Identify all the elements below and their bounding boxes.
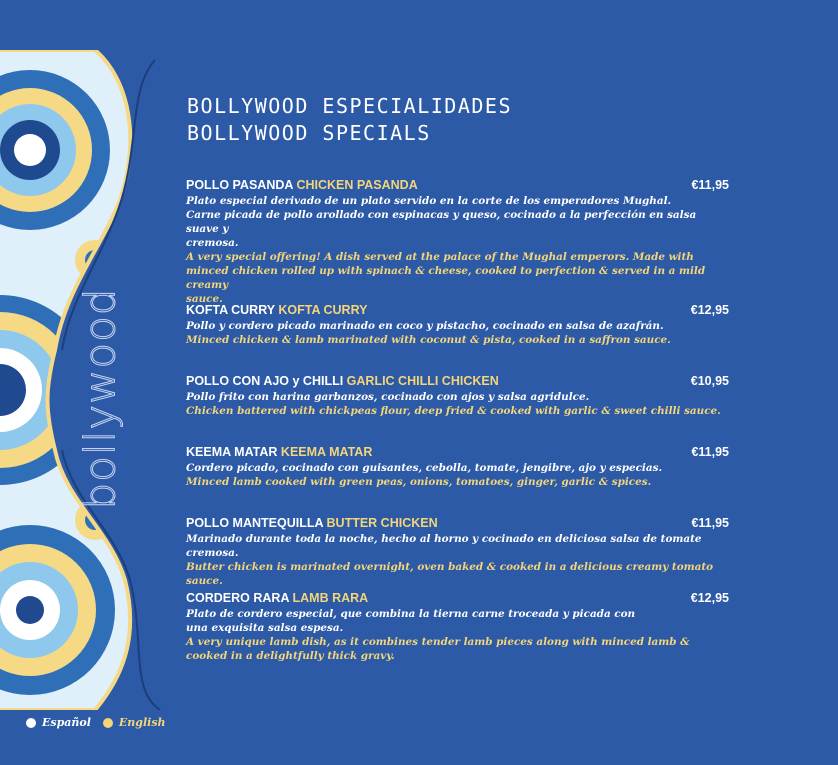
dish-price: €12,95 [690, 591, 729, 605]
menu-item [186, 374, 731, 418]
dish-name [186, 178, 418, 192]
dish-description-en: Butter chicken is marinated overnight, oven baked & cooked in a delicious creamy tomato sauce. [186, 561, 714, 587]
legend-spanish: Español [42, 716, 91, 729]
dish-name [186, 303, 368, 317]
dish-name-en: LAMB RARA [292, 591, 369, 605]
dish-name-en: GARLIC CHILLI CHICKEN [346, 374, 499, 388]
dish-name [186, 591, 368, 605]
dish-name-es: POLLO PASANDA [186, 178, 293, 192]
menu-item [186, 445, 731, 489]
dish-price: €11,95 [691, 178, 729, 192]
menu-item [186, 178, 731, 306]
dish-name-es: POLLO CON AJO y CHILLI [186, 374, 344, 388]
dish-description-es: Plato especial derivado de un plato servido en la corte de los emperadores Mughal. Carne picada de pollo arollado con espinacas y queso, cocinado a la perfección en salsa suave y cremosa. [186, 195, 697, 249]
dish-name-en: CHICKEN PASANDA [296, 178, 418, 192]
dish-description-en: Minced lamb cooked with green peas, onions, tomatoes, ginger, garlic & spices. [186, 476, 652, 488]
dish-name [186, 445, 372, 459]
menu-item [186, 303, 731, 347]
menu-item [186, 591, 731, 663]
title-english: BOLLYWOOD SPECIALS [187, 121, 431, 145]
dish-price: €11,95 [691, 445, 729, 459]
dish-description-es: Pollo frito con harina garbanzos, cocinado con ajos y salsa agridulce. [186, 391, 590, 403]
dish-price: €12,95 [690, 303, 729, 317]
dish-description-es: Marinado durante toda la noche, hecho al horno y cocinado en deliciosa salsa de tomate cremosa. [186, 533, 702, 559]
dish-name-es: POLLO MANTEQUILLA [186, 516, 324, 530]
dish-name-es: KEEMA MATAR [186, 445, 278, 459]
gold-dot-icon [103, 718, 113, 728]
dish-price: €11,95 [691, 516, 729, 530]
dish-name-en: KOFTA CURRY [278, 303, 368, 317]
title-spanish: BOLLYWOOD ESPECIALIDADES [187, 94, 512, 118]
dish-name-en: KEEMA MATAR [280, 445, 373, 459]
dish-description-en: Minced chicken & lamb marinated with coconut & pista, cooked in a saffron sauce. [186, 334, 671, 346]
dish-price: €10,95 [690, 374, 729, 388]
dish-description-es: Plato de cordero especial, que combina la tierna carne troceada y picada con una exquisita salsa espesa. [186, 608, 636, 634]
language-legend [26, 716, 166, 729]
dish-name-es: CORDERO RARA [186, 591, 290, 605]
dish-name [186, 374, 499, 388]
dish-description-en: Chicken battered with chickpeas flour, deep fried & cooked with garlic & sweet chilli sauce. [186, 405, 721, 417]
legend-english: English [118, 716, 166, 729]
white-dot-icon [26, 718, 36, 728]
dish-description-en: A very special offering! A dish served at the palace of the Mughal emperors. Made with minced chicken rolled up with spinach & cheese, cooked to perfection & served in a mild creamy sauce. [186, 251, 706, 305]
brand-vertical-text: bollywood [75, 287, 125, 510]
menu-item [186, 516, 731, 588]
dish-name-es: KOFTA CURRY [186, 303, 275, 317]
dish-name-en: BUTTER CHICKEN [326, 516, 438, 530]
dish-description-en: A very unique lamb dish, as it combines tender lamb pieces along with minced lamb & cooked in a delightfully thick gravy. [186, 636, 690, 662]
dish-description-es: Cordero picado, cocinado con guisantes, cebolla, tomate, jengibre, ajo y especias. [186, 462, 663, 474]
dish-name [186, 516, 438, 530]
dish-description-es: Pollo y cordero picado marinado en coco y pistacho, cocinado en salsa de azafrán. [186, 320, 664, 332]
